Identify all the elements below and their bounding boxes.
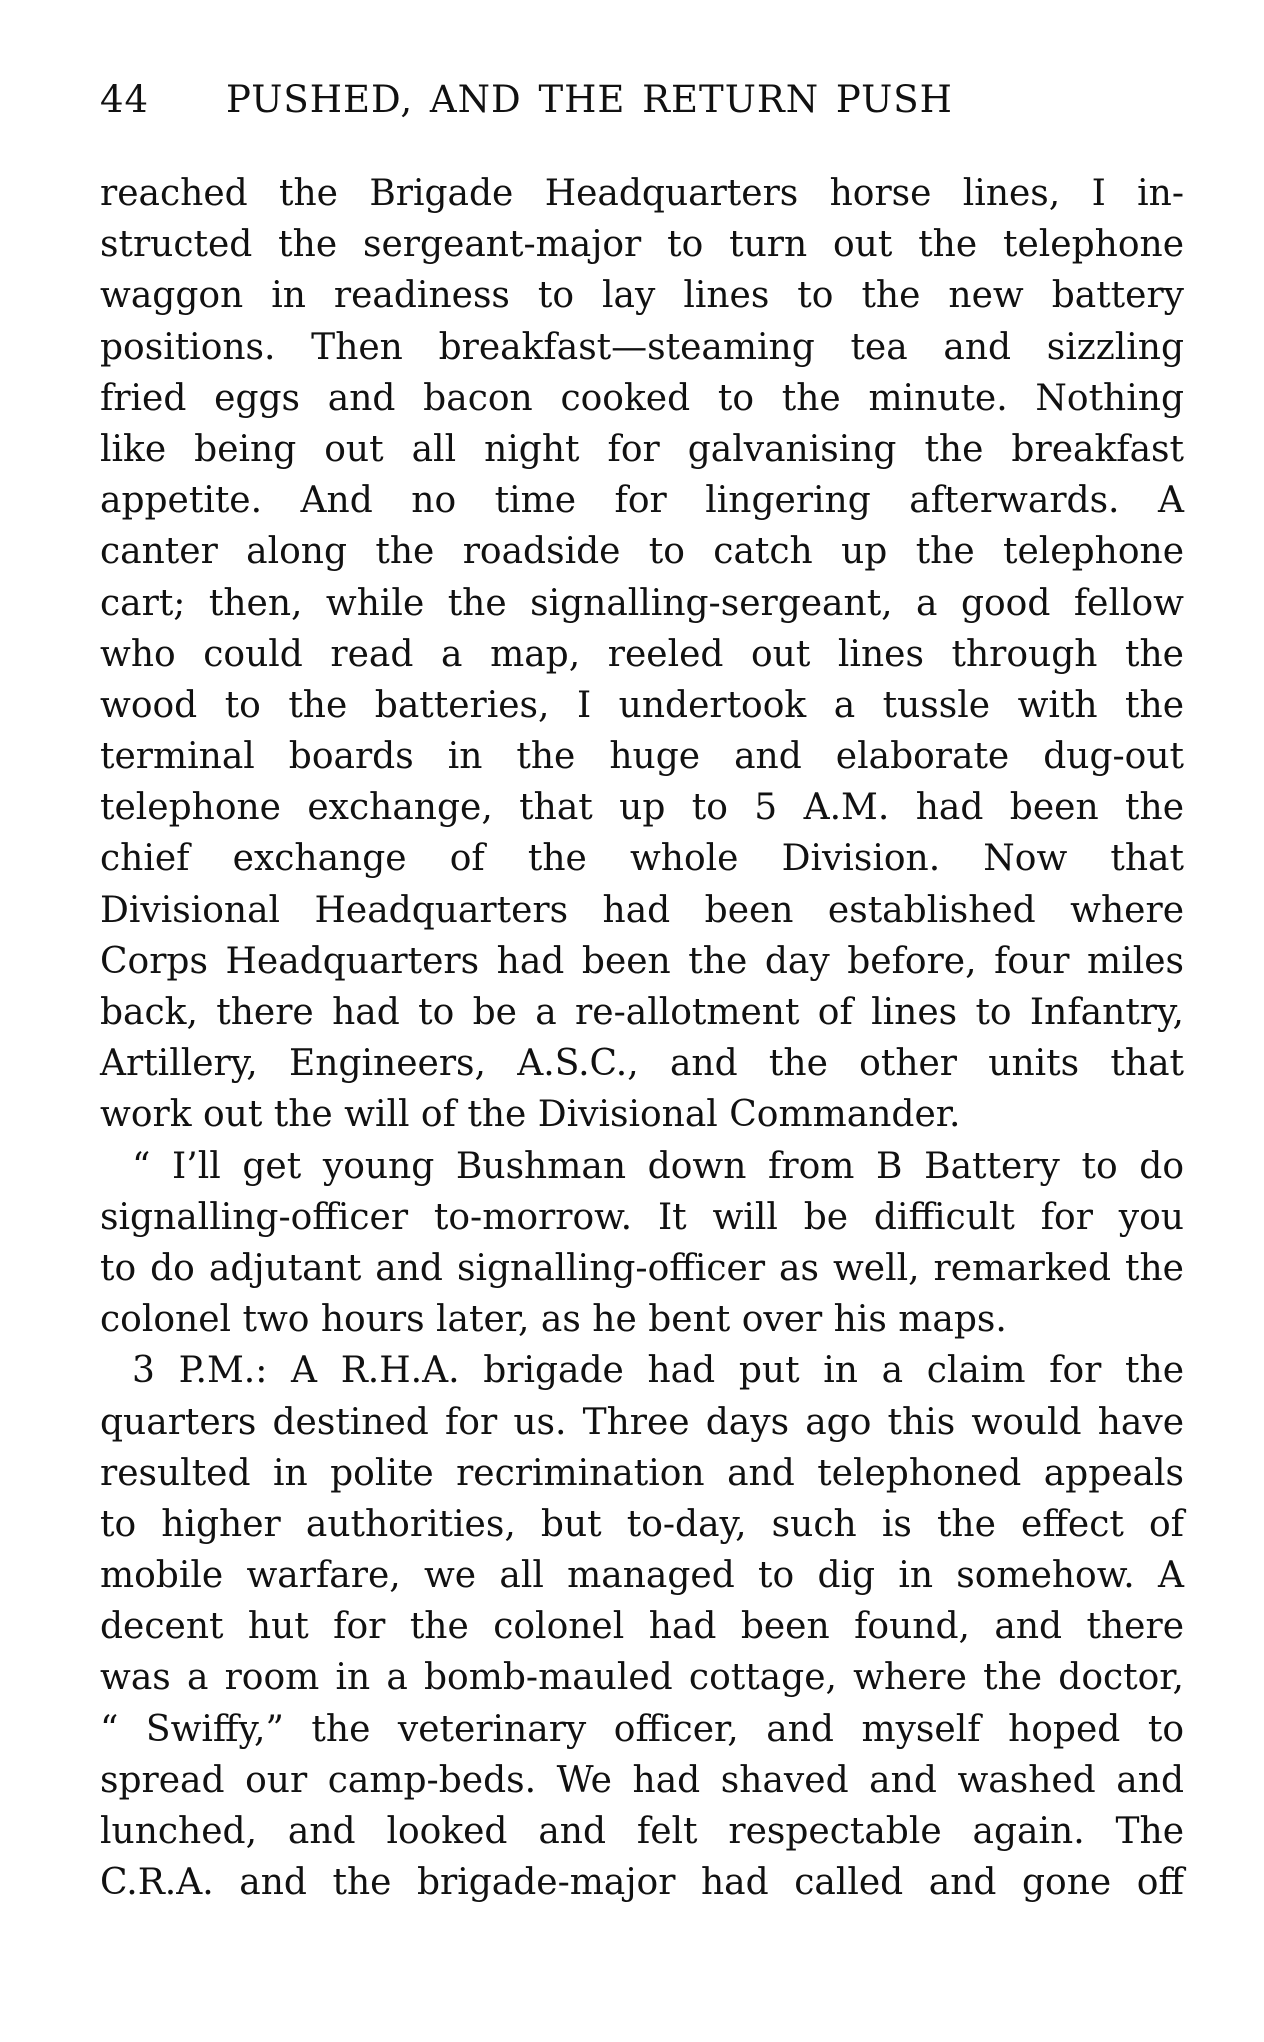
text-line: “ Swiffy,” the veterinary officer, and myself hoped to	[100, 1708, 1184, 1750]
page-number: 44	[100, 78, 150, 121]
text-line: quarters destined for us. Three days ago this would have	[100, 1401, 1184, 1443]
text-line: who could read a map, reeled out lines through the	[100, 633, 1184, 675]
text-line: to do adjutant and signalling-officer as well, remarked the	[100, 1247, 1184, 1289]
text-line: C.R.A. and the brigade-major had called and gone off	[100, 1862, 1184, 1904]
text-line: back, there had to be a re-allotment of lines to Infantry,	[100, 992, 1184, 1033]
text-line: structed the sergeant-major to turn out the telephone	[100, 224, 1184, 266]
text-line: canter along the roadside to catch up the telephone	[100, 531, 1184, 573]
text-line: was a room in a bomb-mauled cottage, where the doctor,	[100, 1657, 1184, 1699]
text-line: work out the will of the Divisional Commander.	[100, 1094, 961, 1136]
text-line: resulted in polite recrimination and telephoned appeals	[100, 1452, 1184, 1494]
text-line: wood to the batteries, I undertook a tussle with the	[100, 684, 1184, 726]
text-line: fried eggs and bacon cooked to the minute. Nothing	[100, 377, 1184, 419]
text-line: terminal boards in the huge and elaborate dug-out	[100, 736, 1184, 778]
text-line: appetite. And no time for lingering afterwards. A	[100, 480, 1184, 522]
text-line: Artillery, Engineers, A.S.C., and the other units that	[100, 1043, 1184, 1085]
text-line: mobile warfare, we all managed to dig in somehow. A	[100, 1555, 1184, 1597]
text-line: chief exchange of the whole Division. Now that	[100, 838, 1184, 880]
text-line: colonel two hours later, as he bent over his maps.	[100, 1299, 1007, 1341]
text-line: Divisional Headquarters had been established where	[100, 889, 1184, 931]
text-line: reached the Brigade Headquarters horse lines, I in-	[100, 173, 1184, 214]
body-text	[100, 168, 1184, 1908]
text-line: telephone exchange, that up to 5 A.M. had been the	[100, 787, 1184, 829]
book-page	[100, 70, 1184, 1904]
text-line: decent hut for the colonel had been found, and there	[100, 1606, 1184, 1648]
running-title: PUSHED, AND THE RETURN PUSH	[226, 78, 953, 121]
text-line: like being out all night for galvanising the breakfast	[100, 428, 1184, 470]
text-line: to higher authorities, but to-day, such is the effect of	[100, 1503, 1184, 1545]
text-line: cart; then, while the signalling-sergeant, a good fellow	[100, 582, 1184, 624]
text-line: lunched, and looked and felt respectable again. The	[100, 1811, 1184, 1852]
text-line: spread our camp-beds. We had shaved and washed and	[100, 1759, 1184, 1801]
text-line: waggon in readiness to lay lines to the new battery	[100, 275, 1184, 317]
text-line: Corps Headquarters had been the day before, four miles	[100, 940, 1184, 982]
text-line: signalling-officer to-morrow. It will be difficult for you	[100, 1196, 1184, 1238]
text-line: positions. Then breakfast—steaming tea and sizzling	[100, 326, 1184, 368]
text-line: “ I’ll get young Bushman down from B Battery to do	[132, 1145, 1184, 1187]
running-head	[100, 70, 1184, 130]
text-line: 3 P.M.: A R.H.A. brigade had put in a claim for the	[132, 1350, 1184, 1392]
